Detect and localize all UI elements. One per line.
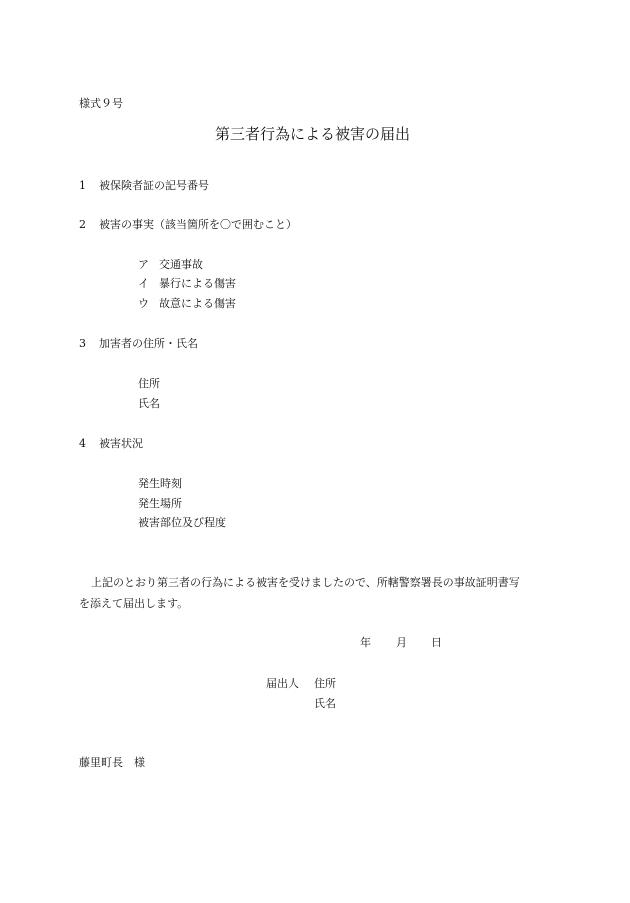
statement-line-2: を添えて届出します。 xyxy=(79,597,189,610)
section-2-item-text: 暴行による傷害 xyxy=(159,277,236,290)
section-2-item-mark: ア xyxy=(138,258,149,271)
statement-line-1: 上記のとおり第三者の行為による被害を受けましたので、所轄警察署長の事故証明書写 xyxy=(91,576,520,589)
section-2-number: 2 xyxy=(79,218,86,231)
section-2-item-mark: イ xyxy=(138,277,149,290)
section-4-number: 4 xyxy=(79,437,86,450)
date-month-label: 月 xyxy=(396,636,407,649)
date-year-label: 年 xyxy=(360,636,371,649)
section-1-heading: 被保険者証の記号番号 xyxy=(99,179,209,192)
section-3-heading: 加害者の住所・氏名 xyxy=(99,337,198,350)
section-4-heading: 被害状況 xyxy=(99,437,143,450)
addressee: 藤里町長 様 xyxy=(79,756,145,769)
section-2-item-text: 故意による傷害 xyxy=(159,297,236,310)
section-2-heading: 被害の事実（該当箇所を〇で囲むこと） xyxy=(99,218,297,231)
section-1-number: 1 xyxy=(79,179,86,192)
applicant-address-label: 住所 xyxy=(314,677,336,690)
section-2-item-text: 交通事故 xyxy=(159,258,203,271)
date-day-label: 日 xyxy=(431,636,442,649)
occurrence-place-label: 発生場所 xyxy=(138,497,182,510)
perpetrator-name-label: 氏名 xyxy=(138,397,160,410)
section-3-number: 3 xyxy=(79,337,86,350)
perpetrator-address-label: 住所 xyxy=(138,377,160,390)
occurrence-time-label: 発生時刻 xyxy=(138,477,182,490)
injury-details-label: 被害部位及び程度 xyxy=(138,516,226,529)
page-title: 第三者行為による被害の届出 xyxy=(215,125,411,143)
form-number: 様式９号 xyxy=(79,97,123,110)
applicant-name-label: 氏名 xyxy=(314,697,336,710)
section-2-item-mark: ウ xyxy=(138,297,149,310)
applicant-label: 届出人 xyxy=(266,677,299,690)
